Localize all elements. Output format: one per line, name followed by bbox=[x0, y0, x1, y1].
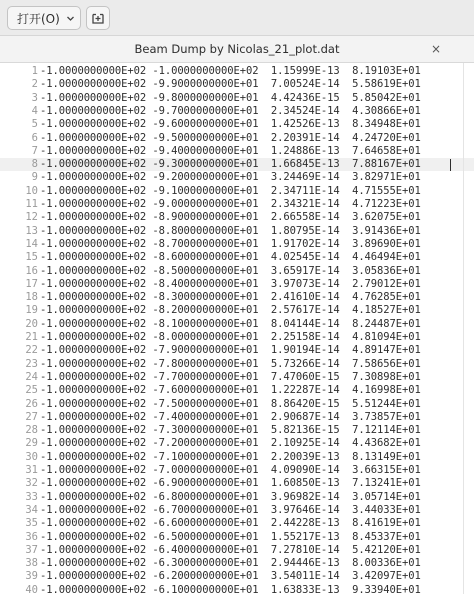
line-number: 16 bbox=[25, 264, 38, 277]
editor-line[interactable] bbox=[0, 424, 474, 437]
editor-line[interactable] bbox=[0, 65, 474, 78]
editor-line[interactable] bbox=[0, 451, 474, 464]
new-tab-icon bbox=[91, 11, 105, 25]
line-number: 7 bbox=[31, 144, 38, 157]
editor-line[interactable] bbox=[0, 92, 474, 105]
line-number: 3 bbox=[31, 91, 38, 104]
line-number: 20 bbox=[25, 317, 38, 330]
editor-line[interactable] bbox=[0, 331, 474, 344]
editor-line[interactable] bbox=[0, 145, 474, 158]
line-number: 27 bbox=[25, 410, 38, 423]
line-number: 9 bbox=[31, 171, 38, 184]
editor-line[interactable] bbox=[0, 344, 474, 357]
editor-line[interactable] bbox=[0, 491, 474, 504]
line-text[interactable]: -1.0000000000E+02 -9.2000000000E+01 3.24469E-14 3.82971E+01 bbox=[40, 171, 421, 184]
line-text[interactable]: -1.0000000000E+02 -7.7000000000E+01 7.47060E-15 7.30898E+01 bbox=[40, 370, 421, 383]
editor-line[interactable] bbox=[0, 411, 474, 424]
line-text[interactable]: -1.0000000000E+02 -8.3000000000E+01 2.41610E-14 4.76285E+01 bbox=[40, 291, 421, 304]
editor-line[interactable] bbox=[0, 251, 474, 264]
editor-line[interactable] bbox=[0, 278, 474, 291]
header-bar bbox=[0, 0, 474, 36]
editor-line[interactable] bbox=[0, 517, 474, 530]
open-button[interactable] bbox=[7, 6, 81, 30]
line-number: 11 bbox=[25, 198, 38, 210]
line-text[interactable]: -1.0000000000E+02 -7.6000000000E+01 1.22287E-14 4.16998E+01 bbox=[40, 384, 421, 397]
line-number: 18 bbox=[25, 291, 38, 304]
editor-line[interactable] bbox=[0, 225, 474, 238]
line-number: 24 bbox=[25, 370, 38, 383]
editor-line[interactable] bbox=[0, 158, 474, 171]
line-text[interactable]: -1.0000000000E+02 -1.0000000000E+02 1.15999E-13 8.19103E+01 bbox=[40, 65, 421, 77]
editor-line[interactable] bbox=[0, 105, 474, 118]
editor-line[interactable] bbox=[0, 477, 474, 490]
editor-line[interactable] bbox=[0, 504, 474, 517]
editor-line[interactable] bbox=[0, 570, 474, 583]
line-number: 4 bbox=[31, 104, 38, 117]
editor-line[interactable] bbox=[0, 437, 474, 450]
line-text[interactable]: -1.0000000000E+02 -7.4000000000E+01 2.90687E-14 3.73857E+01 bbox=[40, 410, 421, 423]
line-number: 2 bbox=[31, 78, 38, 91]
line-text[interactable]: -1.0000000000E+02 -7.8000000000E+01 5.73266E-14 7.58656E+01 bbox=[40, 357, 421, 370]
line-text[interactable]: -1.0000000000E+02 -8.6000000000E+01 4.02545E-14 4.46494E+01 bbox=[40, 251, 421, 264]
editor-line[interactable] bbox=[0, 198, 474, 211]
line-text[interactable]: -1.0000000000E+02 -8.2000000000E+01 2.57617E-14 4.18527E+01 bbox=[40, 304, 421, 317]
editor-line[interactable] bbox=[0, 211, 474, 224]
line-number: 17 bbox=[25, 277, 38, 290]
editor-line[interactable] bbox=[0, 384, 474, 397]
line-number: 35 bbox=[25, 517, 38, 530]
line-number: 34 bbox=[25, 503, 38, 516]
line-text[interactable]: -1.0000000000E+02 -9.6000000000E+01 1.42526E-13 8.34948E+01 bbox=[40, 118, 421, 131]
editor-line[interactable] bbox=[0, 464, 474, 477]
line-text[interactable]: -1.0000000000E+02 -9.3000000000E+01 1.66845E-13 7.88167E+01 bbox=[40, 158, 421, 171]
line-number: 5 bbox=[31, 118, 38, 131]
editor-line[interactable] bbox=[0, 291, 474, 304]
editor-line[interactable] bbox=[0, 358, 474, 371]
line-number: 33 bbox=[25, 490, 38, 503]
line-text[interactable]: -1.0000000000E+02 -8.4000000000E+01 3.97073E-14 2.79012E+01 bbox=[40, 277, 421, 290]
line-text[interactable]: -1.0000000000E+02 -6.8000000000E+01 3.96982E-14 3.05714E+01 bbox=[40, 490, 421, 503]
line-number: 12 bbox=[25, 211, 38, 224]
tab-close-button[interactable]: × bbox=[430, 42, 442, 56]
line-text[interactable]: -1.0000000000E+02 -6.1000000000E+01 1.63833E-13 9.33940E+01 bbox=[40, 583, 421, 594]
line-text[interactable]: -1.0000000000E+02 -8.5000000000E+01 3.65917E-14 3.05836E+01 bbox=[40, 264, 421, 277]
editor-line[interactable] bbox=[0, 531, 474, 544]
line-number: 25 bbox=[25, 384, 38, 397]
line-text[interactable]: -1.0000000000E+02 -9.5000000000E+01 2.20391E-14 4.24720E+01 bbox=[40, 131, 421, 144]
new-document-button[interactable] bbox=[86, 6, 110, 30]
line-number: 30 bbox=[25, 450, 38, 463]
line-text[interactable]: -1.0000000000E+02 -6.2000000000E+01 3.54011E-14 3.42097E+01 bbox=[40, 570, 421, 583]
editor-line[interactable] bbox=[0, 304, 474, 317]
tab-title[interactable]: Beam Dump by Nicolas_21_plot.dat bbox=[134, 42, 340, 56]
line-number: 36 bbox=[25, 530, 38, 543]
line-text[interactable]: -1.0000000000E+02 -9.4000000000E+01 1.24886E-13 7.64658E+01 bbox=[40, 144, 421, 157]
line-text[interactable]: -1.0000000000E+02 -8.7000000000E+01 1.91702E-14 3.89690E+01 bbox=[40, 237, 421, 250]
line-number: 6 bbox=[31, 131, 38, 144]
right-margin-line bbox=[463, 63, 464, 594]
tab-bar bbox=[0, 36, 474, 63]
editor-line[interactable] bbox=[0, 171, 474, 184]
line-text[interactable]: -1.0000000000E+02 -9.1000000000E+01 2.34711E-14 4.71555E+01 bbox=[40, 184, 421, 197]
text-editor[interactable] bbox=[0, 63, 474, 594]
line-text[interactable]: -1.0000000000E+02 -7.3000000000E+01 5.82136E-15 7.12114E+01 bbox=[40, 424, 421, 437]
line-number: 38 bbox=[25, 557, 38, 570]
editor-line[interactable] bbox=[0, 238, 474, 251]
line-number: 22 bbox=[25, 344, 38, 357]
line-number: 21 bbox=[25, 331, 38, 343]
editor-line[interactable] bbox=[0, 371, 474, 384]
editor-line[interactable] bbox=[0, 185, 474, 198]
line-text[interactable]: -1.0000000000E+02 -8.1000000000E+01 8.04144E-14 8.24487E+01 bbox=[40, 317, 421, 330]
line-number: 40 bbox=[25, 583, 38, 594]
line-number: 1 bbox=[31, 65, 38, 77]
line-text[interactable]: -1.0000000000E+02 -8.0000000000E+01 2.25158E-14 4.81094E+01 bbox=[40, 331, 421, 343]
line-number: 19 bbox=[25, 304, 38, 317]
line-number: 8 bbox=[31, 158, 38, 171]
editor-line[interactable] bbox=[0, 265, 474, 278]
editor-line[interactable] bbox=[0, 132, 474, 145]
text-cursor bbox=[450, 159, 451, 171]
line-number: 13 bbox=[25, 224, 38, 237]
line-text[interactable]: -1.0000000000E+02 -6.4000000000E+01 7.27810E-14 5.42120E+01 bbox=[40, 543, 421, 556]
line-text[interactable]: -1.0000000000E+02 -6.9000000000E+01 1.60850E-13 7.13241E+01 bbox=[40, 477, 421, 490]
editor-line[interactable] bbox=[0, 118, 474, 131]
line-number: 29 bbox=[25, 437, 38, 450]
line-text[interactable]: -1.0000000000E+02 -9.9000000000E+01 7.00524E-14 5.58619E+01 bbox=[40, 78, 421, 91]
line-number: 14 bbox=[25, 237, 38, 250]
line-number: 39 bbox=[25, 570, 38, 583]
line-number: 32 bbox=[25, 477, 38, 490]
line-text[interactable]: -1.0000000000E+02 -9.7000000000E+01 2.34524E-14 4.30866E+01 bbox=[40, 104, 421, 117]
line-text[interactable]: -1.0000000000E+02 -9.0000000000E+01 2.34321E-14 4.71223E+01 bbox=[40, 198, 421, 210]
line-text[interactable]: -1.0000000000E+02 -7.0000000000E+01 4.09090E-14 3.66315E+01 bbox=[40, 464, 421, 476]
editor-line[interactable] bbox=[0, 318, 474, 331]
open-button-label: 打开(O) bbox=[17, 11, 60, 26]
line-text[interactable]: -1.0000000000E+02 -8.9000000000E+01 2.66558E-14 3.62075E+01 bbox=[40, 211, 421, 224]
line-text[interactable]: -1.0000000000E+02 -7.1000000000E+01 2.20039E-13 8.13149E+01 bbox=[40, 450, 421, 463]
line-number: 37 bbox=[25, 543, 38, 556]
line-text[interactable]: -1.0000000000E+02 -6.3000000000E+01 2.94446E-13 8.00336E+01 bbox=[40, 557, 421, 570]
line-text[interactable]: -1.0000000000E+02 -6.5000000000E+01 1.55217E-13 8.45337E+01 bbox=[40, 530, 421, 543]
chevron-down-icon bbox=[66, 14, 75, 23]
editor-line[interactable] bbox=[0, 557, 474, 570]
line-text[interactable]: -1.0000000000E+02 -7.9000000000E+01 1.90194E-14 4.89147E+01 bbox=[40, 344, 421, 357]
editor-line[interactable] bbox=[0, 584, 474, 594]
line-text[interactable]: -1.0000000000E+02 -9.8000000000E+01 4.42436E-15 5.85042E+01 bbox=[40, 91, 421, 104]
editor-line[interactable] bbox=[0, 398, 474, 411]
line-number: 26 bbox=[25, 397, 38, 410]
line-text[interactable]: -1.0000000000E+02 -7.2000000000E+01 2.10925E-14 4.43682E+01 bbox=[40, 437, 421, 450]
line-number: 31 bbox=[25, 464, 38, 476]
line-text[interactable]: -1.0000000000E+02 -7.5000000000E+01 8.86420E-15 5.51244E+01 bbox=[40, 397, 421, 410]
line-number: 15 bbox=[25, 251, 38, 264]
line-number: 28 bbox=[25, 424, 38, 437]
editor-line[interactable] bbox=[0, 78, 474, 91]
line-number: 10 bbox=[25, 184, 38, 197]
line-number: 23 bbox=[25, 357, 38, 370]
line-text[interactable]: -1.0000000000E+02 -6.7000000000E+01 3.97646E-14 3.44033E+01 bbox=[40, 503, 421, 516]
line-text[interactable]: -1.0000000000E+02 -6.6000000000E+01 2.44228E-13 8.41619E+01 bbox=[40, 517, 421, 530]
editor-line[interactable] bbox=[0, 544, 474, 557]
line-text[interactable]: -1.0000000000E+02 -8.8000000000E+01 1.80795E-14 3.91436E+01 bbox=[40, 224, 421, 237]
